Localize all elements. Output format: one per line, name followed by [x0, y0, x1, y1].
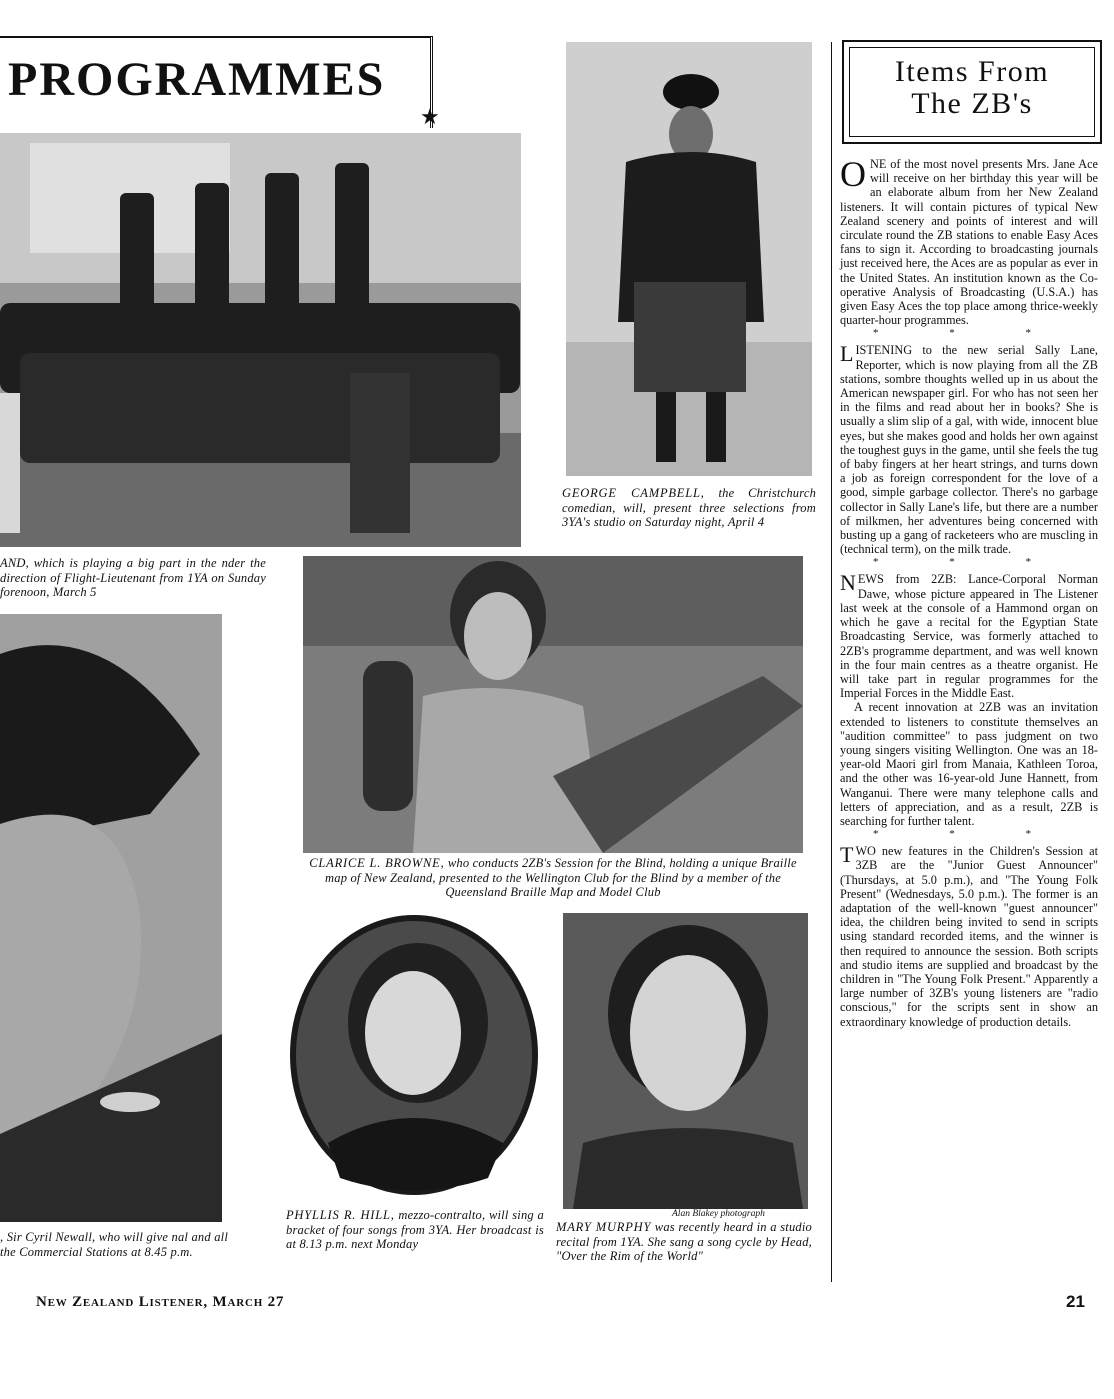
separator-2: * * *	[873, 556, 1065, 569]
murphy-text: was recently heard in a studio recital from 1YA. She sang a song cycle by Head, "Over the Rim of the World"	[556, 1220, 812, 1263]
band-caption: AND, which is playing a big part in the nder the direction of Flight-Lieutenant from 1YA on Sunday forenoon, March 5	[0, 556, 266, 599]
drop-cap-n: N	[840, 570, 856, 596]
newall-portrait-image	[0, 614, 222, 1222]
murphy-caption	[556, 1220, 812, 1264]
band-photo	[0, 133, 521, 547]
newall-caption: , Sir Cyril Newall, who will give nal and all the Commercial Stations at 8.45 p.m.	[0, 1230, 228, 1259]
separator-1: * * *	[873, 327, 1065, 340]
publication-footer: New Zealand Listener, March 27	[36, 1294, 285, 1310]
campbell-photo-image	[566, 42, 812, 476]
browne-photo	[303, 556, 803, 853]
zb-title-box	[842, 40, 1102, 144]
hill-name: PHYLLIS R. HILL,	[286, 1208, 395, 1222]
newall-portrait	[0, 614, 222, 1222]
zb-paragraph-4: A recent innovation at 2ZB was an invitation extended to listeners to constitute themselves an "audition committee" to pass judgment on two young singers visiting Wellington. One was an 18-year-old Maori girl from Manaia, Kathleen Toroa, and the other was 16-year-old June Hannett, from Wanganui. There were many telephone calls and letters of appreciation, and as a result, 2ZB is searching for further talent.	[840, 700, 1098, 828]
band-photo-image	[0, 133, 521, 547]
campbell-caption	[562, 486, 816, 530]
campbell-text: the Christchurch comedian, will, present three selections from 3YA's studio on Saturday night, April 4	[562, 486, 817, 529]
murphy-photo	[563, 913, 808, 1209]
page-banner-title: PROGRAMMES	[8, 53, 386, 106]
campbell-photo	[566, 42, 812, 476]
drop-cap-t: T	[840, 842, 854, 868]
photo-credit: Alan Blakey photograph	[672, 1209, 765, 1219]
hill-photo-image	[288, 913, 540, 1198]
hill-photo	[288, 913, 540, 1198]
zb-p1-text: NE of the most novel presents Mrs. Jane Ace will receive on her birthday this year will be an elaborate album from her New Zealand listeners. It will contain pictures of typical New Zealand scenery and points of interest and will circulate round the ZB stations to enable Easy Aces fans to sign it. According to broadcasting journals just received here, the Aces are as popular as ever in the United States. An institution known as the Co-operative Analysis of Broadcasting (U.S.A.) has given Easy Aces the top place among thrice-weekly quarter-hour programmes.	[840, 157, 1098, 328]
zb-p3-text: EWS from 2ZB: Lance-Corporal Norman Dawe, whose picture appeared in The Listener last week at the console of a Hammond organ on which he gave a recital for the Egyptian State Broadcasting Service, was formerly attached to 2ZB's programme department, and was well known in the four main centres as a theatre organist. He will take part in regular programmes for the Imperial Forces in the Middle East.	[840, 572, 1098, 701]
zb-title	[844, 56, 1100, 120]
column-rule	[831, 42, 832, 1282]
browne-name: CLARICE L. BROWNE,	[309, 856, 445, 870]
zb-p5-text: WO new features in the Children's Session at 3ZB are the "Junior Guest Announcer" (Thursdays, at 5.0 p.m.), and "The Young Folk Present" (Wednesdays, 5.0 p.m.). The former is an adaptation of the well-known "guest announcer" idea, the children being invited to send in scripts using standard recorded items, and the winner is then required to announce the session. Both scripts and studio items are supplied and broadcast by the children in "The Young Folk Present." Apparently a large number of 3ZB's young listeners are "radio conscious," for the scripts sent in show an extraordinary knowledge of production details.	[840, 844, 1098, 1029]
page-number: 21	[1066, 1292, 1085, 1311]
browne-text: who conducts 2ZB's Session for the Blind, holding a unique Braille map of New Zealand, presented to the Wellington Club for the Blind by a member of the Queensland Braille Map and Model Club	[325, 856, 797, 899]
drop-cap-l: L	[840, 341, 854, 367]
separator-3: * * *	[873, 828, 1065, 841]
zb-paragraph-2	[840, 343, 1098, 556]
browne-photo-image	[303, 556, 803, 853]
murphy-name: MARY MURPHY	[556, 1220, 652, 1234]
zb-p2-text: ISTENING to the new serial Sally Lane, Reporter, which is now playing from all the ZB stations, sombre thoughts welled up in us about the American newspaper girl. For who has not seen her in the films and read about her in books? She is usually a slim slip of a gal, with wide, innocent blue eyes, but she makes good and holds her own against the toughest guys in the game, until she feels the tug of baby fingers at her heart strings, and turns down a job as foreign correspondent for the love of a good, simple garbage collector. There's no garbage collector in Sally Lane's life, but there are a number of milkmen, her adventures being concerned with busting up a gang of racketeers who are muscling in (technical term), on the milk trade.	[840, 343, 1098, 557]
zb-title-line1: Items From	[894, 55, 1050, 88]
browne-caption	[298, 856, 808, 900]
zb-paragraph-3	[840, 572, 1098, 700]
campbell-name: GEORGE CAMPBELL,	[562, 486, 705, 500]
star-ornament: ★	[420, 104, 440, 129]
murphy-photo-image	[563, 913, 808, 1209]
zb-title-line2: The ZB's	[911, 87, 1033, 120]
zb-paragraph-1	[840, 154, 1098, 328]
hill-text: mezzo-contralto, will sing a bracket of four songs from 3YA. Her broadcast is at 8.13 p.m. next Monday	[286, 1208, 544, 1251]
zb-paragraph-5	[840, 844, 1098, 1029]
hill-caption	[286, 1208, 544, 1252]
zb-article	[840, 154, 1098, 1029]
drop-cap-o: O	[840, 154, 866, 194]
